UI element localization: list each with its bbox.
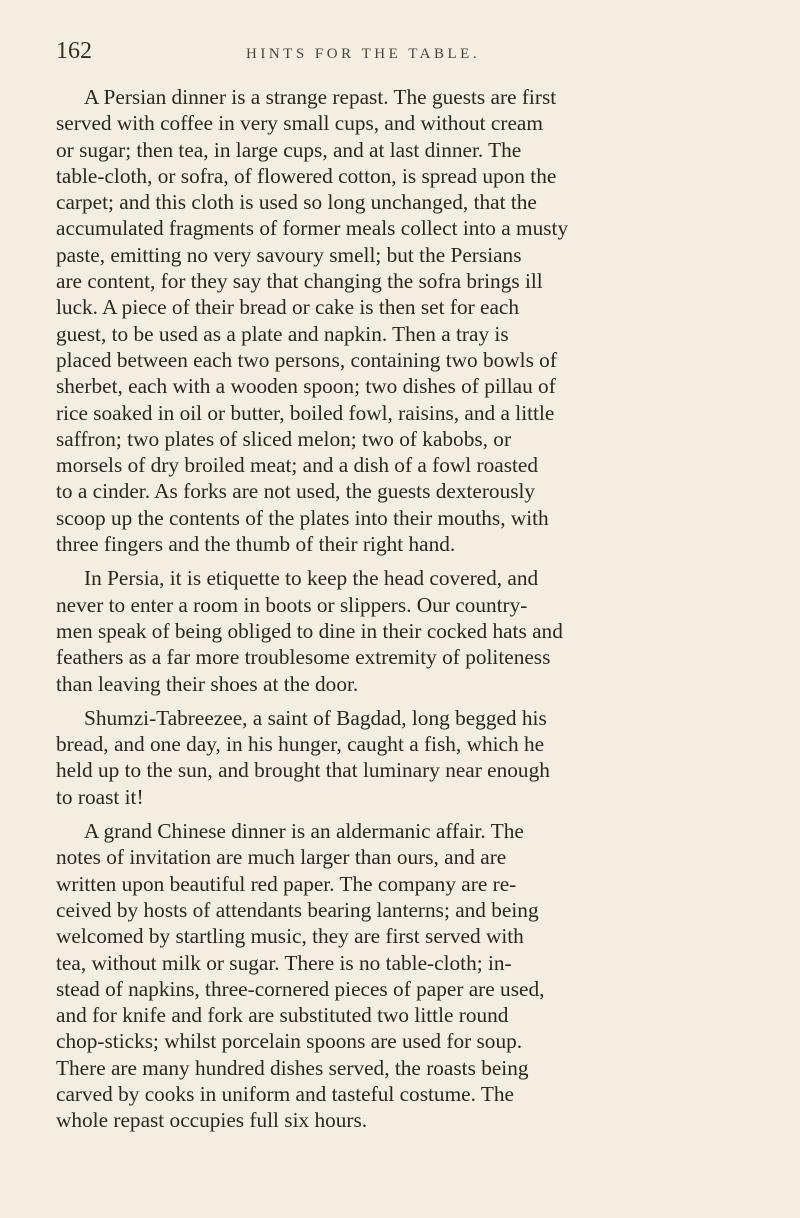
text-line: notes of invitation are much larger than ours, and are	[56, 845, 507, 870]
text-line: feathers as a far more troublesome extremity of politeness	[56, 645, 551, 670]
text-line: stead of napkins, three-cornered pieces of paper are used,	[56, 976, 545, 1001]
text-line: Shumzi-Tabreezee, a saint of Bagdad, long begged his	[84, 705, 547, 730]
text-line: table-cloth, or sofra, of flowered cotton, is spread upon the	[56, 163, 557, 188]
text-line: tea, without milk or sugar. There is no table-cloth; in-	[56, 950, 512, 975]
text-line: held up to the sun, and brought that luminary near enough	[56, 758, 550, 783]
text-line: never to enter a room in boots or slippers. Our country-	[56, 592, 528, 617]
text-line: There are many hundred dishes served, the roasts being	[56, 1055, 529, 1080]
text-line: A grand Chinese dinner is an aldermanic affair. The	[84, 819, 524, 844]
text-line: luck. A piece of their bread or cake is then set for each	[56, 295, 520, 320]
text-line: sherbet, each with a wooden spoon; two dishes of pillau of	[56, 374, 556, 399]
text-line: men speak of being obliged to dine in their cocked hats and	[56, 618, 563, 643]
text-line: A Persian dinner is a strange repast. The guests are first	[84, 85, 557, 109]
text-line: and for knife and fork are substituted two little round	[56, 1003, 509, 1028]
text-line: carved by cooks in uniform and tasteful costume. The	[56, 1081, 514, 1106]
text-line: scoop up the contents of the plates into their mouths, with	[56, 505, 549, 530]
text-line: chop-sticks; whilst porcelain spoons are used for soup.	[56, 1029, 523, 1054]
text-line: welcomed by startling music, they are first served with	[56, 924, 524, 949]
text-line: written upon beautiful red paper. The company are re-	[56, 871, 517, 896]
running-title: HINTS FOR THE TABLE.	[246, 46, 481, 62]
paragraph-persian-etiquette	[56, 565, 716, 696]
text-line: guest, to be used as a plate and napkin. Then a tray is	[56, 321, 509, 346]
text-line: ceived by hosts of attendants bearing lanterns; and being	[56, 897, 539, 922]
text-line: than leaving their shoes at the door.	[56, 671, 359, 696]
text-line: placed between each two persons, containing two bowls of	[56, 347, 557, 372]
text-line: to roast it!	[56, 784, 144, 809]
text-line: three fingers and the thumb of their right hand.	[56, 532, 456, 557]
text-line: whole repast occupies full six hours.	[56, 1108, 368, 1133]
text-line: or sugar; then tea, in large cups, and at last dinner. The	[56, 137, 522, 162]
text-line: are content, for they say that changing the sofra brings ill	[56, 269, 543, 294]
text-line: In Persia, it is etiquette to keep the head covered, and	[84, 566, 539, 591]
paragraph-saint-of-bagdad	[56, 705, 716, 810]
paragraph-persian-dinner	[56, 84, 716, 557]
page-number: 162	[56, 38, 92, 64]
text-line: saffron; two plates of sliced melon; two of kabobs, or	[56, 426, 512, 451]
body-text	[56, 84, 716, 1134]
text-line: rice soaked in oil or butter, boiled fowl, raisins, and a little	[56, 400, 555, 425]
running-head	[56, 38, 716, 78]
text-line: paste, emitting no very savoury smell; but the Persians	[56, 242, 522, 267]
text-line: morsels of dry broiled meat; and a dish of a fowl roasted	[56, 453, 539, 478]
text-line: bread, and one day, in his hunger, caught a fish, which he	[56, 732, 545, 757]
text-line: accumulated fragments of former meals collect into a musty	[56, 216, 569, 241]
paragraph-chinese-dinner	[56, 818, 716, 1134]
text-line: carpet; and this cloth is used so long unchanged, that the	[56, 190, 537, 215]
text-line: to a cinder. As forks are not used, the guests dexterously	[56, 479, 536, 504]
text-line: served with coffee in very small cups, and without cream	[56, 111, 543, 136]
